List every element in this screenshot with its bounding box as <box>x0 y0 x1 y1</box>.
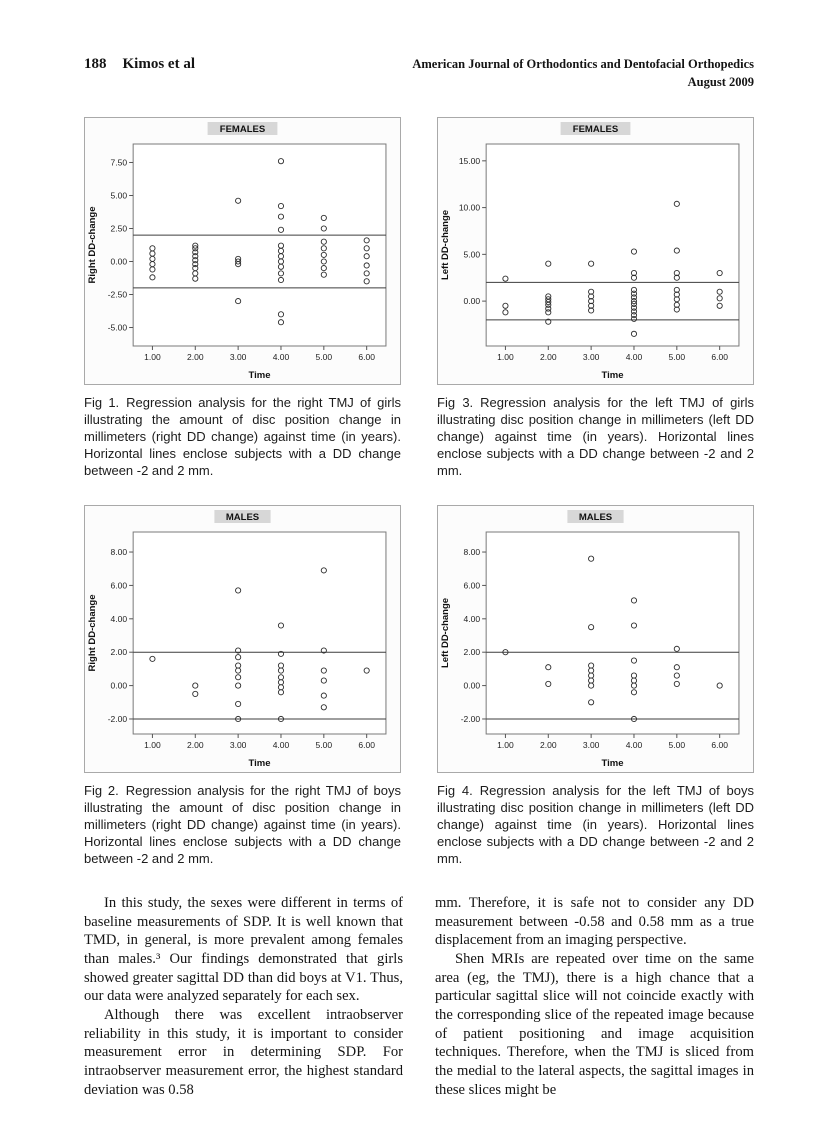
svg-text:2.00: 2.00 <box>186 352 204 362</box>
paragraph: In this study, the sexes were different in terms of baseline measurements of SDP. It is well known that TMD, in general, is more prevalent among females than males.³ Our findings demonstrated that girls showed greater sagittal DD than did boys at V1. Thus, our data were analyzed separately for each sex. <box>84 894 403 1005</box>
svg-text:10.00: 10.00 <box>458 202 481 213</box>
svg-text:3.00: 3.00 <box>229 740 247 751</box>
svg-text:6.00: 6.00 <box>358 740 375 751</box>
fig1-caption <box>84 395 401 479</box>
svg-text:FEMALES: FEMALES <box>572 124 619 135</box>
svg-text:1.00: 1.00 <box>144 740 161 751</box>
paragraph: Although there was excellent intraobserver reliability in this study, it is important to consider measurement error in determining SDP. For intraobserver measurement error, the highest standard deviation was 0.58 <box>84 1006 403 1098</box>
issue-date: August 2009 <box>687 74 754 89</box>
svg-text:4.00: 4.00 <box>272 740 290 751</box>
svg-text:MALES: MALES <box>225 512 260 524</box>
svg-text:5.00: 5.00 <box>110 190 128 201</box>
body-text <box>84 894 754 1099</box>
svg-text:1.00: 1.00 <box>497 740 514 751</box>
svg-text:Time: Time <box>248 758 271 770</box>
fig4-scatter-chart <box>437 505 754 773</box>
svg-text:2.00: 2.00 <box>463 647 481 658</box>
svg-text:-2.00: -2.00 <box>460 714 481 725</box>
fig3-label: Fig 3. <box>437 395 474 410</box>
svg-text:Left DD-change: Left DD-change <box>440 598 452 669</box>
fig1-caption-text: Regression analysis for the right TMJ of girls illustrating the amount of disc position change in millimeters (right DD change) against time (in years). Horizontal lines enclose subjects with a DD change between -2 and 2 mm. <box>84 395 402 478</box>
svg-text:Time: Time <box>248 370 271 381</box>
svg-text:Time: Time <box>601 370 624 381</box>
svg-text:2.50: 2.50 <box>110 223 128 234</box>
fig2-caption-text: Regression analysis for the right TMJ of boys illustrating the amount of disc position change in millimeters (right DD change) against time (in years). Horizontal lines enclose subjects with a DD change between -2 and 2 mm. <box>84 783 401 867</box>
fig1-label: Fig 1. <box>84 395 120 410</box>
svg-text:2.00: 2.00 <box>110 647 128 658</box>
svg-text:6.00: 6.00 <box>358 352 375 362</box>
fig2-caption <box>84 783 401 867</box>
svg-text:3.00: 3.00 <box>582 740 600 751</box>
svg-text:4.00: 4.00 <box>625 352 643 362</box>
svg-text:3.00: 3.00 <box>229 352 247 362</box>
figure-1 <box>84 117 401 479</box>
fig4-caption-text: Regression analysis for the left TMJ of boys illustrating disc position change in millimeters (left DD change) against time (in years). Horizontal lines enclose subjects with a DD change between -2 and 2 mm. <box>437 783 754 867</box>
svg-text:Right DD-change: Right DD-change <box>87 206 99 284</box>
svg-text:2.00: 2.00 <box>539 352 557 362</box>
svg-text:-2.00: -2.00 <box>107 714 128 725</box>
svg-text:5.00: 5.00 <box>315 740 333 751</box>
fig3-scatter-chart <box>437 117 754 385</box>
svg-text:0.00: 0.00 <box>110 256 128 267</box>
running-head-left <box>84 56 195 73</box>
svg-text:4.00: 4.00 <box>625 740 643 751</box>
svg-text:5.00: 5.00 <box>315 352 333 362</box>
fig4-caption <box>437 783 754 867</box>
svg-text:4.00: 4.00 <box>463 614 481 625</box>
fig4-label: Fig 4. <box>437 783 473 799</box>
body-left-column <box>84 894 403 1099</box>
svg-text:2.00: 2.00 <box>539 740 557 751</box>
svg-text:-2.50: -2.50 <box>107 289 128 300</box>
svg-text:4.00: 4.00 <box>272 352 290 362</box>
fig3-caption-text: Regression analysis for the left TMJ of girls illustrating disc position change in millimeters (left DD change) against time (in years). Horizontal lines enclose subjects with a DD change between -2 and 2 mm. <box>437 395 754 478</box>
svg-text:1.00: 1.00 <box>497 352 514 362</box>
svg-text:Left DD-change: Left DD-change <box>440 209 452 281</box>
svg-text:FEMALES: FEMALES <box>219 124 266 135</box>
page-header <box>84 56 754 91</box>
svg-text:2.00: 2.00 <box>186 740 204 751</box>
svg-text:6.00: 6.00 <box>110 580 128 591</box>
fig1-scatter-chart <box>84 117 401 385</box>
svg-text:4.00: 4.00 <box>110 614 128 625</box>
figure-3 <box>437 117 754 479</box>
svg-text:5.00: 5.00 <box>668 352 686 362</box>
authors: Kimos et al <box>122 56 195 72</box>
figures-grid <box>84 117 754 868</box>
svg-text:0.00: 0.00 <box>463 681 481 692</box>
svg-text:8.00: 8.00 <box>110 547 128 558</box>
figure-2 <box>84 505 401 867</box>
svg-text:MALES: MALES <box>578 512 613 524</box>
svg-text:5.00: 5.00 <box>463 249 481 260</box>
svg-text:6.00: 6.00 <box>711 740 728 751</box>
paragraph: Shen MRIs are repeated over time on the same area (eg, the TMJ), there is a high chance that a particular sagittal slice will not coincide exactly with the corresponding slice of the repeated image because of patient positioning and image acquisition techniques. Therefore, when the TMJ is sliced from the medial to the lateral aspects, the sagittal images in these slices might be <box>435 950 754 1098</box>
fig3-caption <box>437 395 754 479</box>
svg-text:7.50: 7.50 <box>110 157 128 168</box>
svg-text:6.00: 6.00 <box>711 352 728 362</box>
figure-4 <box>437 505 754 867</box>
svg-text:1.00: 1.00 <box>144 352 161 362</box>
journal-name: American Journal of Orthodontics and Dentofacial Orthopedics <box>412 57 754 71</box>
fig2-label: Fig 2. <box>84 783 119 799</box>
body-right-column <box>435 894 754 1099</box>
running-head-right <box>412 56 754 91</box>
svg-text:6.00: 6.00 <box>463 580 481 591</box>
svg-text:8.00: 8.00 <box>463 547 481 558</box>
page-number: 188 <box>84 56 107 72</box>
svg-text:0.00: 0.00 <box>463 296 481 307</box>
svg-text:Right DD-change: Right DD-change <box>87 594 99 672</box>
svg-text:-5.00: -5.00 <box>107 322 128 333</box>
svg-text:3.00: 3.00 <box>582 352 600 362</box>
svg-text:0.00: 0.00 <box>110 681 128 692</box>
paragraph: mm. Therefore, it is safe not to consider any DD measurement between -0.58 and 0.58 mm as a true displacement from an imaging perspective. <box>435 894 754 949</box>
svg-text:15.00: 15.00 <box>458 155 481 166</box>
fig2-scatter-chart <box>84 505 401 773</box>
svg-text:5.00: 5.00 <box>668 740 686 751</box>
svg-text:Time: Time <box>601 758 624 770</box>
